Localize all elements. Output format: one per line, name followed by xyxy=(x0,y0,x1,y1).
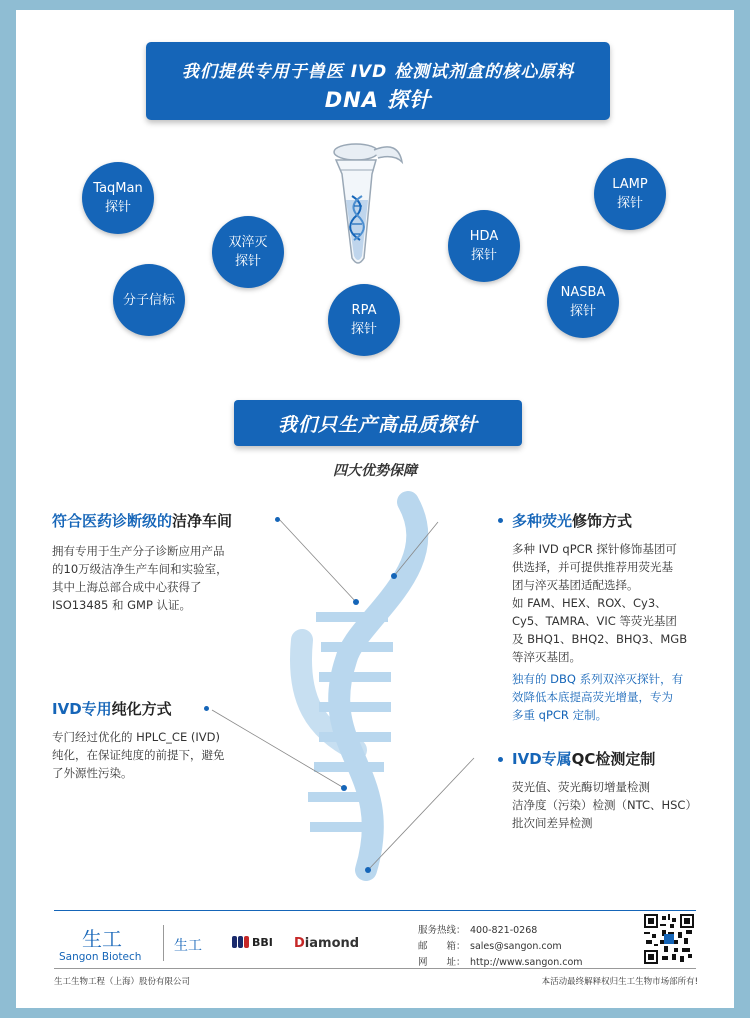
probe-label: 双淬灭 xyxy=(228,235,268,250)
sangon-logo-small: 生工 xyxy=(174,938,202,954)
probe-label: 探针 xyxy=(104,200,131,215)
section-fluor-title xyxy=(512,510,632,531)
bbi-label: BBI xyxy=(252,935,273,949)
section-purify-body xyxy=(52,728,282,782)
diamond-rest: iamond xyxy=(304,936,360,951)
probe-label: NASBA xyxy=(560,285,606,300)
title-rest: 洁净车间 xyxy=(172,512,233,530)
body-line: 如 FAM、HEX、ROX、Cy3、 xyxy=(512,596,667,610)
body-line: 批次间差异检测 xyxy=(512,816,593,830)
section-clean-title xyxy=(52,510,232,531)
bbi-logo xyxy=(232,935,273,949)
body-line: 纯化，在保证纯度的前提下，避免 xyxy=(52,748,225,762)
body-line: 其中上海总部合成中心获得了 xyxy=(52,580,202,594)
body-line: 供选择，并可提供推荐用荧光基 xyxy=(512,560,673,574)
footer-bottom-divider xyxy=(54,968,696,969)
company-name: 生工生物工程（上海）股份有限公司 xyxy=(54,977,191,987)
footer-divider xyxy=(54,910,696,911)
advantages-title: 四大优势保障 xyxy=(333,463,417,479)
section-clean-body xyxy=(52,542,280,614)
dna-helix-icon xyxy=(16,10,734,1008)
contact-label: 服务热线： xyxy=(418,925,466,936)
quality-banner: 我们只生产高品质探针 xyxy=(234,400,522,446)
bullet-dot xyxy=(204,706,209,711)
contact-hotline xyxy=(418,922,537,936)
diamond-logo xyxy=(294,936,359,951)
section-qc-body xyxy=(512,778,718,832)
bullet-dot xyxy=(498,757,503,762)
title-highlight: 多种荧光 xyxy=(512,512,573,530)
body-line: 等淬灭基团。 xyxy=(512,650,581,664)
diamond-d: D xyxy=(294,936,305,951)
hotline-value: 400-821-0268 xyxy=(470,925,538,936)
body-line: 荧光值、荧光酶切增量检测 xyxy=(512,780,650,794)
body-line-blue: 效降低本底提高荧光增量，专为 xyxy=(512,690,673,704)
body-line-blue: 多重 qPCR 定制。 xyxy=(512,708,608,722)
logo-separator xyxy=(163,925,164,961)
qr-code-icon xyxy=(644,914,694,964)
contact-label: 邮 箱： xyxy=(418,941,466,952)
body-line: 专门经过优化的 HPLC_CE (IVD) xyxy=(52,730,220,744)
title-highlight: IVD专用 xyxy=(52,700,112,718)
body-line: 了外源性污染。 xyxy=(52,766,133,780)
section-fluor-body xyxy=(512,540,710,724)
contact-email xyxy=(418,938,562,952)
section-purify-title xyxy=(52,698,172,719)
bullet-dot xyxy=(275,517,280,522)
bullet-dot xyxy=(498,518,503,523)
probe-label: 探针 xyxy=(350,322,377,337)
sangon-logo-en: Sangon Biotech xyxy=(59,951,142,963)
contact-web xyxy=(418,954,583,968)
body-line: Cy5、TAMRA、VIC 等荧光基团 xyxy=(512,614,677,628)
web-value: http://www.sangon.com xyxy=(470,957,583,968)
probe-label: RPA xyxy=(351,303,377,318)
body-line: 拥有专用于生产分子诊断应用产品 xyxy=(52,544,225,558)
sangon-logo-cn: 生工 xyxy=(82,927,122,951)
banner-line2: DNA 探针 xyxy=(324,88,432,112)
probe-label: LAMP xyxy=(612,177,648,192)
banner-line1: 我们提供专用于兽医 IVD 检测试剂盒的核心原料 xyxy=(181,62,575,82)
body-line: 多种 IVD qPCR 探针修饰基团可 xyxy=(512,542,677,556)
rights-notice: 本活动最终解释权归生工生物市场部所有! xyxy=(541,977,698,987)
title-highlight: IVD专属 xyxy=(512,750,572,768)
body-line: 的10万级洁净生产车间和实验室， xyxy=(52,562,228,576)
body-line: 团与淬灭基团适配选择。 xyxy=(512,578,639,592)
body-line: 洁净度（污染）检测（NTC、HSC） xyxy=(512,798,697,812)
body-line: ISO13485 和 GMP 认证。 xyxy=(52,598,192,612)
bbi-mark-icon xyxy=(232,935,250,949)
probe-label: 探针 xyxy=(234,254,261,269)
body-line: 及 BHQ1、BHQ2、BHQ3、MGB xyxy=(512,632,688,646)
contact-label: 网 址： xyxy=(418,957,466,968)
title-rest: 修饰方式 xyxy=(572,512,633,530)
probe-label: 分子信标 xyxy=(122,292,175,308)
body-line-blue: 独有的 DBQ 系列双淬灭探针，有 xyxy=(512,672,684,686)
title-highlight: 符合医药诊断级的 xyxy=(52,512,173,530)
probe-label: 探针 xyxy=(470,248,497,263)
poster xyxy=(16,10,734,1008)
probe-label: TaqMan xyxy=(93,181,143,196)
section-qc-title xyxy=(512,748,655,769)
email-value: sales@sangon.com xyxy=(470,941,562,952)
title-rest: 纯化方式 xyxy=(111,700,172,718)
probe-label: HDA xyxy=(469,229,499,244)
probe-label: 探针 xyxy=(569,304,596,319)
probe-label: 探针 xyxy=(616,196,643,211)
title-rest: QC检测定制 xyxy=(571,750,656,768)
